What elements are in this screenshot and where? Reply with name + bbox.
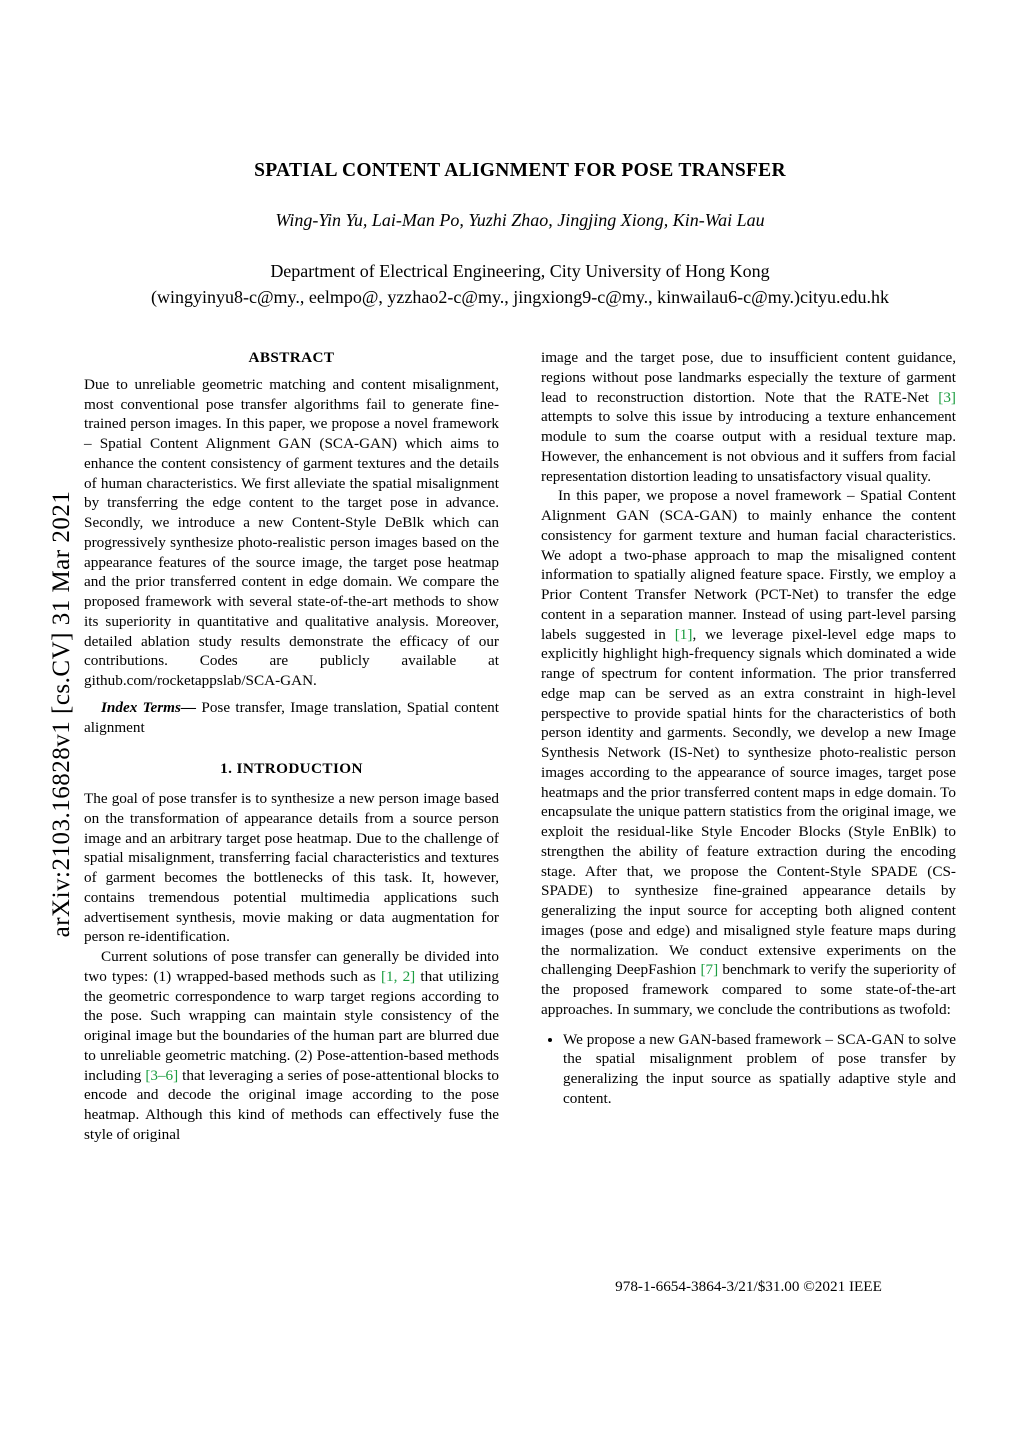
- copyright-footer: 978-1-6654-3864-3/21/$31.00 ©2021 IEEE: [615, 1278, 882, 1295]
- intro-p2-seg-a: Current solutions of pose transfer can generally be divided into two types: (1) wrapped-based methods such as: [84, 948, 499, 985]
- column-right: [541, 348, 956, 1111]
- intro-paragraph-3: [541, 486, 956, 1019]
- intro-p3-seg-b: , we leverage pixel-level edge maps to explicitly highlight high-frequency signals which dominated a wide range of spectrum for content information. The prior transferred edge map can be served as an extra constraint in high-level perspective to provide spatial hints for the characteristics of both person identity and garments. Secondly, we develop a new Image Synthesis Network (IS-Net) to synthesize photo-realistic person images according to the appearance of source images, target pose heatmaps and the prior transferred content maps in edge domain. To encapsulate the unique pattern statistics from the original image, we exploit the residual-like Style Encoder Blocks (Style EnBlk) to strengthen the ability of feature extraction during the encoding stage. After that, we propose the Content-Style SPADE (CS-SPADE) to synthesize fine-grained appearance details by generalizing the input source for accepting both aligned content images (pose and edge) and misaligned style feature maps during the normalization. We conduct extensive experiments on the challenging DeepFashion: [541, 625, 956, 979]
- intro-paragraph-1: The goal of pose transfer is to synthesize a new person image based on the transformation of appearance details from a source person image and an arbitrary target pose heatmap. Due to the challenge of spatial misalignment, transferring facial characteristics and textures of garment becomes the bottlenecks of this task. It, however, contains tremendous potential multimedia applications such advertisement synthesis, movie making or data augmentation for person re-identification.: [84, 790, 499, 946]
- intro-p3-seg-c: benchmark to verify the superiority of the proposed framework compared to some state-of-the-art approaches. In summary, we conclude the contributions as twofold:: [541, 961, 956, 1018]
- page-title: SPATIAL CONTENT ALIGNMENT FOR POSE TRANSFER: [254, 160, 786, 181]
- abstract-heading: ABSTRACT: [248, 349, 335, 366]
- body-columns: [84, 348, 956, 1308]
- intro-p2-seg-e: attempts to solve this issue by introducing a texture enhancement module to sum the coarse output with a residual texture map. However, the enhancement is not obvious and it suffers from facial representation distortion leading to unsatisfactory visual quality.: [541, 408, 956, 485]
- introduction-heading: 1. INTRODUCTION: [220, 760, 363, 778]
- citation-link-1-2[interactable]: [1, 2]: [380, 967, 416, 985]
- affiliation-emails: (wingyinyu8-c@my., eelmpo@, yzzhao2-c@my., jingxiong9-c@my., kinwailau6-c@my.)cityu.edu.hk: [150, 287, 890, 308]
- author-list: Wing-Yin Yu, Lai-Man Po, Yuzhi Zhao, Jingjing Xiong, Kin-Wai Lau: [275, 210, 765, 230]
- intro-p2-seg-b: that utilizing the geometric correspondence to warp target regions according to the pose. Such wrapping can maintain style consistency of the original image but the boundaries of the human part are blurred due to unreliable geometric matching. (2) Pose-attention-based methods including: [84, 967, 499, 1084]
- index-terms-paragraph: [84, 698, 499, 738]
- list-item: • We propose a new GAN-based framework – SCA-GAN to solve the spatial misalignment problem of pose transfer by generalizing the input source as spatially adaptive style and content.: [563, 1030, 956, 1109]
- abstract-body: Due to unreliable geometric matching and content misalignment, most conventional pose transfer algorithms fail to generate fine-trained person images. In this paper, we propose a novel framework – Spatial Content Alignment GAN (SCA-GAN) which aims to enhance the content consistency of garment textures and the details of human characteristics. We first alleviate the spatial misalignment by transferring the edge content to the target pose in advance. Secondly, we introduce a new Content-Style DeBlk which can progressively synthesize photo-realistic person images based on the appearance features of the source image, the target pose heatmap and the prior transferred content in edge domain. We compare the proposed framework with several state-of-the-art methods to show its superiority in quantitative and qualitative analysis. Moreover, detailed ablation study results demonstrate the efficacy of our contributions. Codes are publicly available at github.com/rocketappslab/SCA-GAN.: [84, 375, 499, 689]
- affiliation-block: [84, 258, 956, 310]
- citation-link-3[interactable]: [3]: [938, 388, 956, 406]
- affiliation-line-1: Department of Electrical Engineering, City University of Hong Kong: [270, 261, 770, 281]
- citation-link-3-6[interactable]: [3–6]: [145, 1066, 179, 1084]
- contribution-list: [541, 1030, 956, 1109]
- index-terms-label: Index Terms—: [101, 698, 197, 716]
- intro-p3-seg-a: In this paper, we propose a novel framework – Spatial Content Alignment GAN (SCA-GAN) to mainly enhance the content consistency for garment texture and human facial characteristics. We adopt a two-phase approach to map the misaligned content information to spatially aligned feature space. Firstly, we employ a Prior Content Transfer Network (PCT-Net) to transfer the edge content in a separation manner. Instead of using part-level parsing labels suggested in: [541, 487, 956, 643]
- index-terms-body: Pose transfer, Image translation, Spatial content alignment: [84, 698, 499, 736]
- column-left: [84, 348, 499, 1145]
- intro-p2-seg-d: image and the target pose, due to insufficient content guidance, regions without pose landmarks especially the texture of garment lead to reconstruction distortion. Note that the RATE-Net: [541, 349, 956, 406]
- paper-page: [84, 0, 956, 1448]
- citation-link-1[interactable]: [1]: [674, 625, 693, 643]
- intro-p2-seg-c: that leveraging a series of pose-attentional blocks to encode and decode the original image according to the pose heatmap. Although this kind of methods can effectively fuse the style of original: [84, 1066, 499, 1143]
- citation-link-7[interactable]: [7]: [700, 961, 719, 979]
- intro-paragraph-2-cont: [541, 348, 956, 486]
- arxiv-identifier-stamp: arXiv:2103.16828v1 [cs.CV] 31 Mar 2021: [48, 490, 75, 938]
- intro-paragraph-2: [84, 947, 499, 1145]
